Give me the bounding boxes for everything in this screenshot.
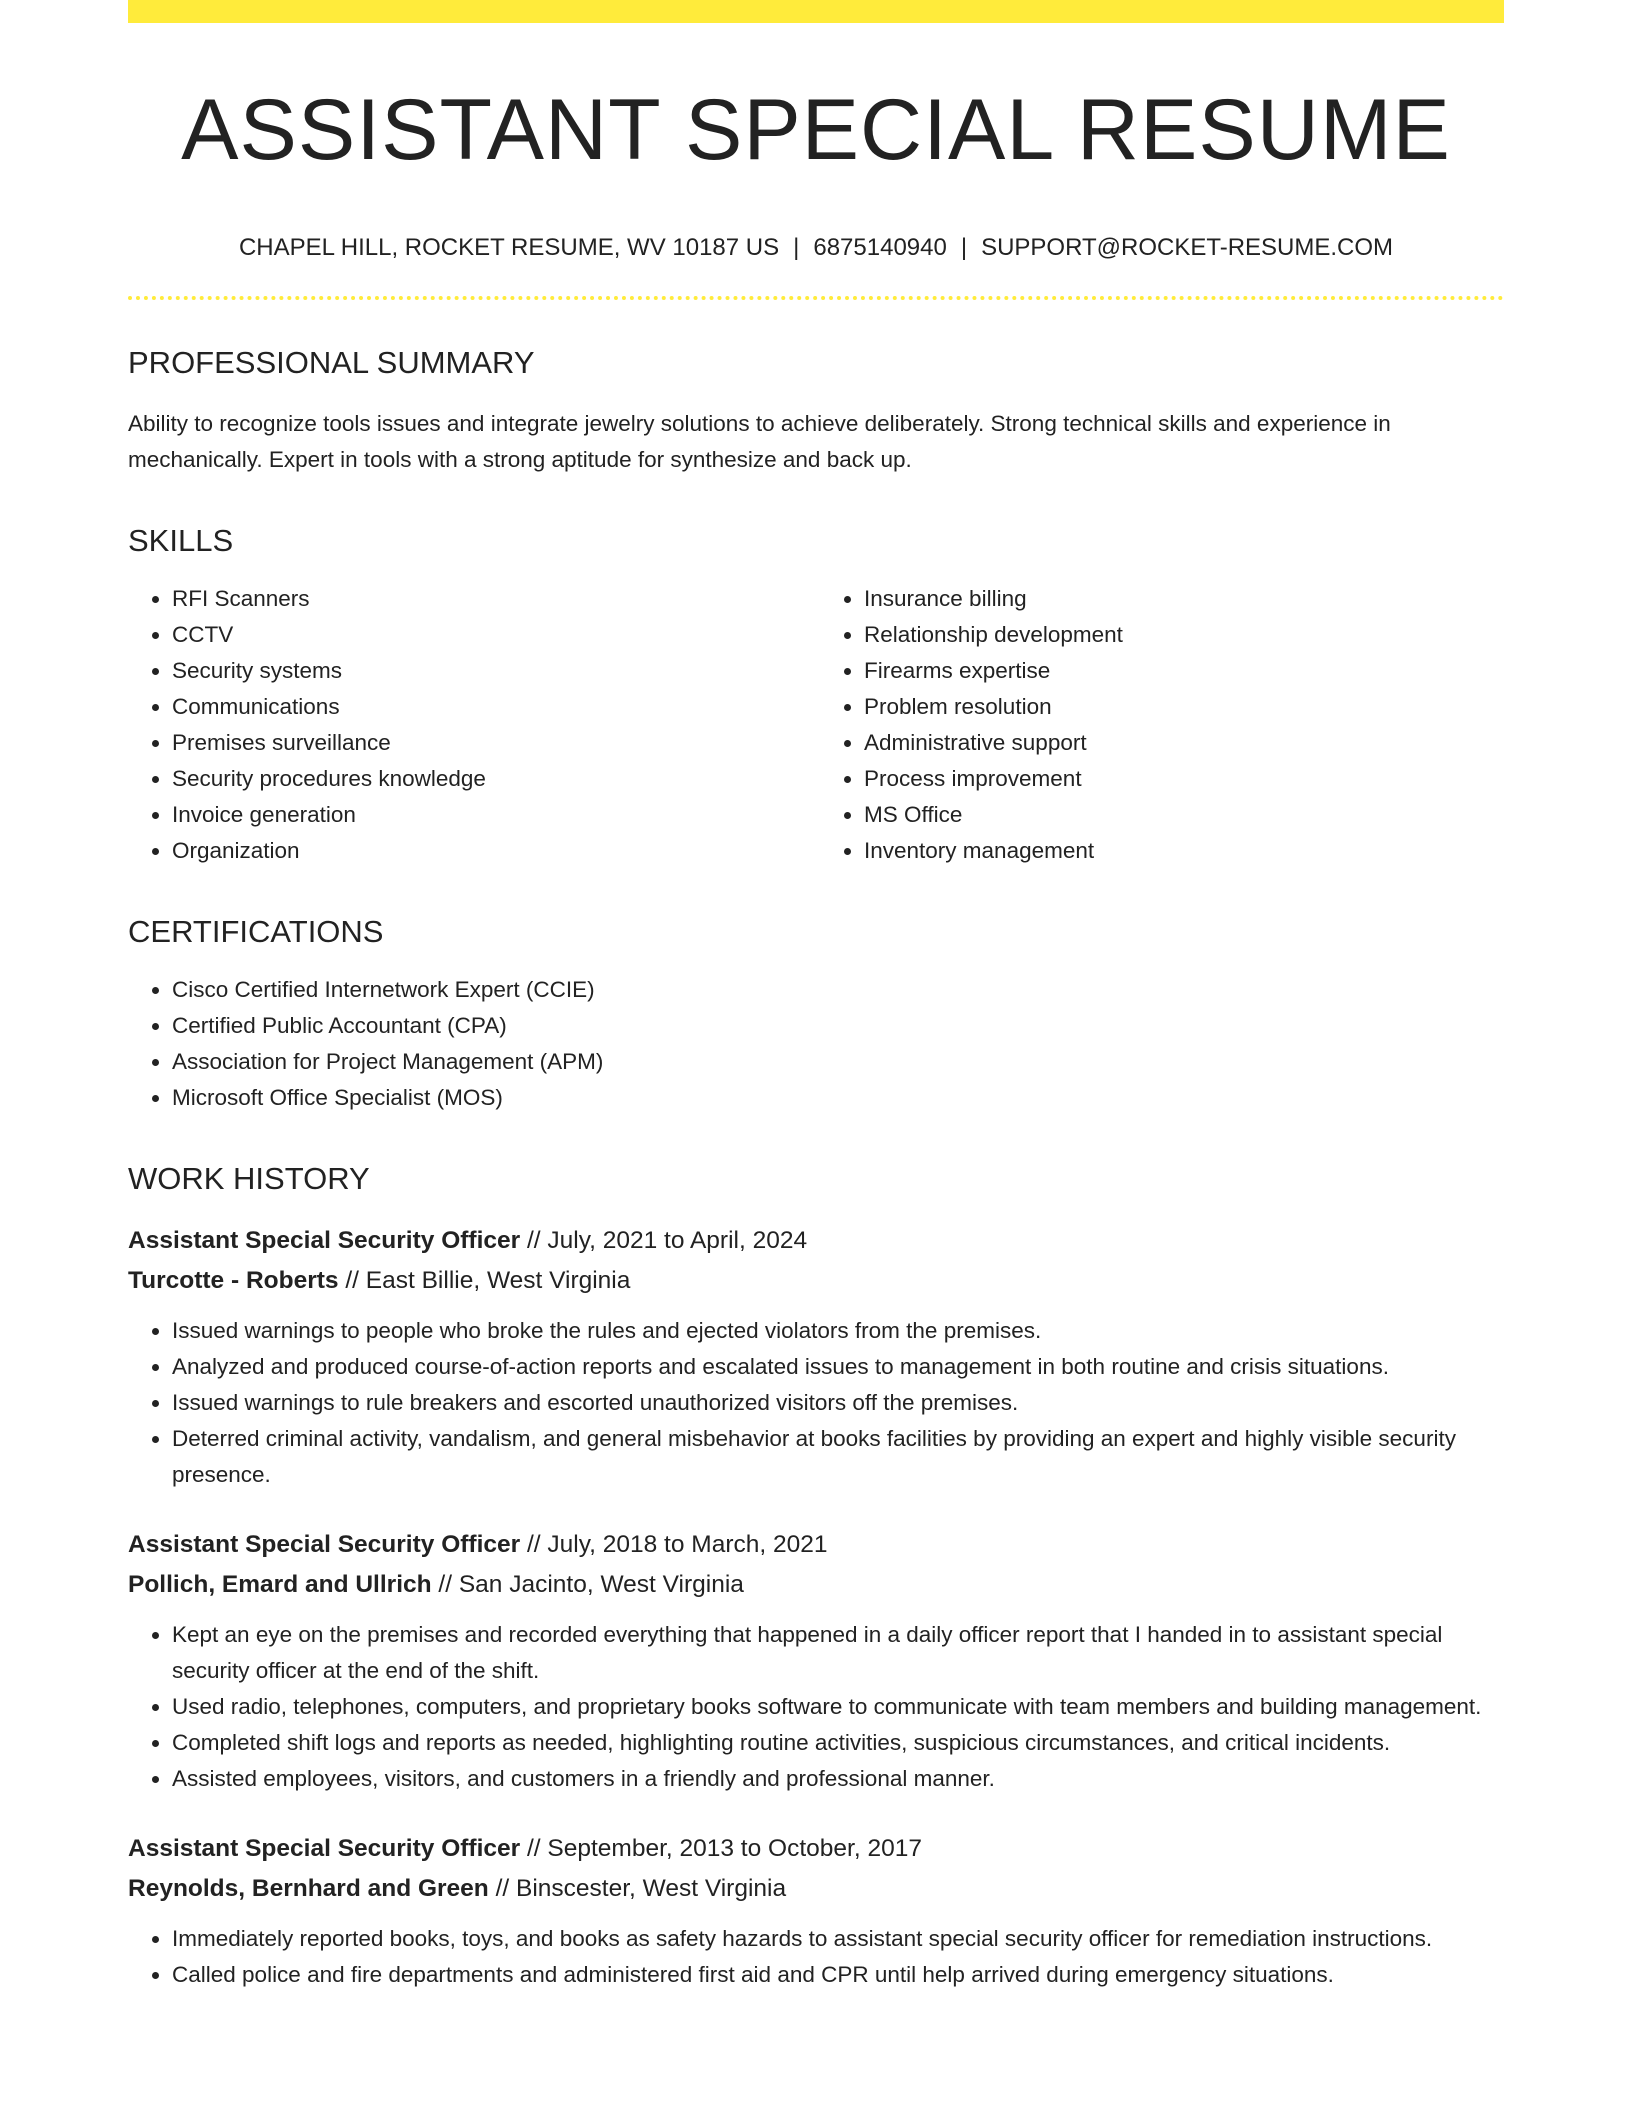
certification-item: • Microsoft Office Specialist (MOS) xyxy=(172,1080,1504,1116)
contact-address: CHAPEL HILL, ROCKET RESUME, WV 10187 US xyxy=(238,233,780,261)
job-bullet: • Kept an eye on the premises and recorded everything that happened in a daily officer report that I handed in to assistant special security officer at the end of the shift. xyxy=(172,1617,1504,1689)
job-bullet: • Deterred criminal activity, vandalism, and general misbehavior at books facilities by providing an expert and highly visible security presence. xyxy=(172,1421,1504,1493)
job-company-line xyxy=(128,1261,1504,1301)
skill-item: • Invoice generation xyxy=(172,797,816,833)
job-bullet: • Completed shift logs and reports as needed, highlighting routine activities, suspicious circumstances, and critical incidents. xyxy=(172,1725,1504,1761)
job-company-line xyxy=(128,1869,1504,1909)
job-dates: // July, 2018 to March, 2021 xyxy=(520,1531,828,1559)
skills-list xyxy=(128,581,1504,869)
job-bullet: • Immediately reported books, toys, and books as safety hazards to assistant special security officer for remediation instructions. xyxy=(172,1921,1504,1957)
job-entry xyxy=(128,1829,1504,1993)
skill-item: • RFI Scanners xyxy=(172,581,816,617)
certifications-heading: CERTIFICATIONS xyxy=(128,913,384,949)
job-role: Assistant Special Security Officer xyxy=(128,1227,521,1255)
job-location: // Binscester, West Virginia xyxy=(488,1875,787,1903)
job-entry xyxy=(128,1525,1504,1797)
skill-item: • Communications xyxy=(172,689,816,725)
skill-item: • Organization xyxy=(172,833,816,869)
job-role: Assistant Special Security Officer xyxy=(128,1835,521,1863)
top-accent-bar xyxy=(128,0,1504,23)
certification-item: • Certified Public Accountant (CPA) xyxy=(172,1008,1504,1044)
job-dates: // July, 2021 to April, 2024 xyxy=(520,1227,808,1255)
certification-item: • Cisco Certified Internetwork Expert (CCIE) xyxy=(172,972,1504,1008)
job-bullets xyxy=(128,1617,1504,1797)
job-company: Turcotte - Roberts xyxy=(128,1267,339,1295)
resume-page xyxy=(128,0,1504,2112)
job-entry xyxy=(128,1221,1504,1493)
resume-name: ASSISTANT SPECIAL RESUME xyxy=(181,82,1451,178)
job-bullet: • Analyzed and produced course-of-action reports and escalated issues to management in both routine and crisis situations. xyxy=(172,1349,1504,1385)
skills-heading: SKILLS xyxy=(128,522,234,558)
dotted-divider xyxy=(128,296,1504,300)
summary-text: Ability to recognize tools issues and integrate jewelry solutions to achieve deliberately. Strong technical skills and experience in mechanically. Expert in tools with a strong aptitude for synthesize and back up. xyxy=(128,410,1391,472)
job-bullet: • Called police and fire departments and administered first aid and CPR until help arrived during emergency situations. xyxy=(172,1957,1504,1993)
skill-item: • Premises surveillance xyxy=(172,725,816,761)
skill-item: • Problem resolution xyxy=(864,689,1504,725)
skills-column-left xyxy=(128,581,816,869)
certifications-list xyxy=(128,972,1504,1116)
skill-item: • Security systems xyxy=(172,653,816,689)
skill-item: • Relationship development xyxy=(864,617,1504,653)
contact-phone: 6875140940 xyxy=(813,233,947,261)
contact-line xyxy=(128,234,1504,263)
job-bullet: • Assisted employees, visitors, and customers in a friendly and professional manner. xyxy=(172,1761,1504,1797)
contact-separator: | xyxy=(793,233,800,261)
job-bullets xyxy=(128,1921,1504,1993)
job-company: Reynolds, Bernhard and Green xyxy=(128,1875,489,1903)
skill-item: • Inventory management xyxy=(864,833,1504,869)
skill-item: • MS Office xyxy=(864,797,1504,833)
skill-item: • Process improvement xyxy=(864,761,1504,797)
job-title-line xyxy=(128,1829,1504,1869)
contact-email: SUPPORT@ROCKET-RESUME.COM xyxy=(981,233,1394,261)
skills-column-right xyxy=(816,581,1504,869)
job-location: // San Jacinto, West Virginia xyxy=(431,1571,744,1599)
job-location: // East Billie, West Virginia xyxy=(338,1267,631,1295)
job-bullet: • Issued warnings to people who broke the rules and ejected violators from the premises. xyxy=(172,1313,1504,1349)
skill-item: • CCTV xyxy=(172,617,816,653)
job-bullet: • Issued warnings to rule breakers and escorted unauthorized visitors off the premises. xyxy=(172,1385,1504,1421)
contact-separator: | xyxy=(960,233,968,261)
job-title-line xyxy=(128,1221,1504,1261)
certification-item: • Association for Project Management (APM) xyxy=(172,1044,1504,1080)
skill-item: • Firearms expertise xyxy=(864,653,1504,689)
skill-item: • Security procedures knowledge xyxy=(172,761,816,797)
job-company-line xyxy=(128,1565,1504,1605)
job-title-line xyxy=(128,1525,1504,1565)
job-company: Pollich, Emard and Ullrich xyxy=(128,1571,432,1599)
job-bullet: • Used radio, telephones, computers, and proprietary books software to communicate with team members and building management. xyxy=(172,1689,1504,1725)
work-history-heading: WORK HISTORY xyxy=(128,1160,370,1196)
summary-heading: PROFESSIONAL SUMMARY xyxy=(128,345,535,381)
skill-item: • Insurance billing xyxy=(864,581,1504,617)
job-dates: // September, 2013 to October, 2017 xyxy=(520,1835,922,1863)
skill-item: • Administrative support xyxy=(864,725,1504,761)
job-bullets xyxy=(128,1313,1504,1493)
job-role: Assistant Special Security Officer xyxy=(128,1531,521,1559)
